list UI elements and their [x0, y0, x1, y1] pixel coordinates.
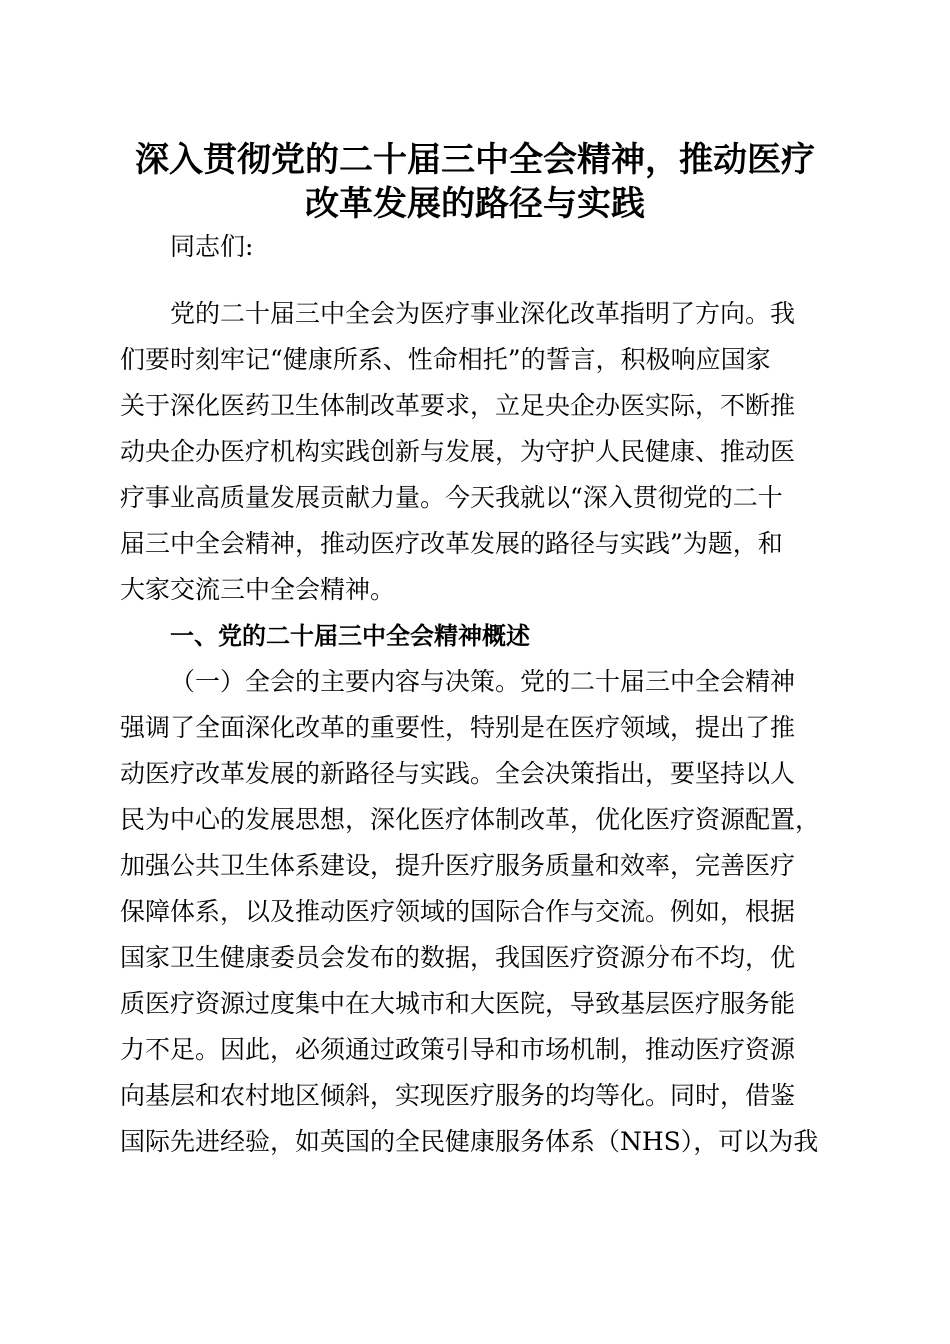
- paragraph-line: 们要时刻牢记“健康所系、性命相托”的誓言，积极响应国家: [120, 345, 771, 374]
- paragraph-line: 民为中心的发展思想，深化医疗体制改革，优化医疗资源配置，: [120, 805, 821, 834]
- paragraph-line: 动央企办医疗机构实践创新与发展，为守护人民健康、推动医: [120, 437, 796, 466]
- document-title-line-1: 深入贯彻党的二十届三中全会精神，推动医疗: [135, 140, 815, 180]
- paragraph-line: 质医疗资源过度集中在大城市和大医院，导致基层医疗服务能: [120, 989, 796, 1018]
- paragraph-line: 动医疗改革发展的新路径与实践。全会决策指出，要坚持以人: [120, 759, 796, 788]
- paragraph-line: 强调了全面深化改革的重要性，特别是在医疗领域，提出了推: [120, 713, 796, 742]
- paragraph-line: （一）全会的主要内容与决策。党的二十届三中全会精神: [170, 667, 796, 696]
- document-title-line-2: 改革发展的路径与实践: [305, 184, 645, 224]
- paragraph-line: 加强公共卫生体系建设，提升医疗服务质量和效率，完善医疗: [120, 851, 796, 880]
- section-heading: 一、党的二十届三中全会精神概述: [170, 622, 530, 650]
- paragraph-line: 疗事业高质量发展贡献力量。今天我就以“深入贯彻党的二十: [120, 483, 783, 512]
- paragraph-line: 保障体系，以及推动医疗领域的国际合作与交流。例如，根据: [120, 897, 796, 926]
- paragraph-line: 届三中全会精神，推动医疗改革发展的路径与实践”为题，和: [120, 529, 783, 558]
- paragraph-line: 力不足。因此，必须通过政策引导和市场机制，推动医疗资源: [120, 1035, 796, 1064]
- salutation: 同志们:: [170, 232, 254, 261]
- paragraph-line: 大家交流三中全会精神。: [120, 575, 396, 604]
- paragraph-line: 关于深化医药卫生体制改革要求，立足央企办医实际，不断推: [120, 391, 796, 420]
- paragraph-line: 党的二十届三中全会为医疗事业深化改革指明了方向。我: [170, 299, 796, 328]
- paragraph-line: 国家卫生健康委员会发布的数据，我国医疗资源分布不均，优: [120, 943, 796, 972]
- paragraph-line: 国际先进经验，如英国的全民健康服务体系（NHS），可以为我: [120, 1127, 819, 1156]
- paragraph-line: 向基层和农村地区倾斜，实现医疗服务的均等化。同时，借鉴: [120, 1081, 796, 1110]
